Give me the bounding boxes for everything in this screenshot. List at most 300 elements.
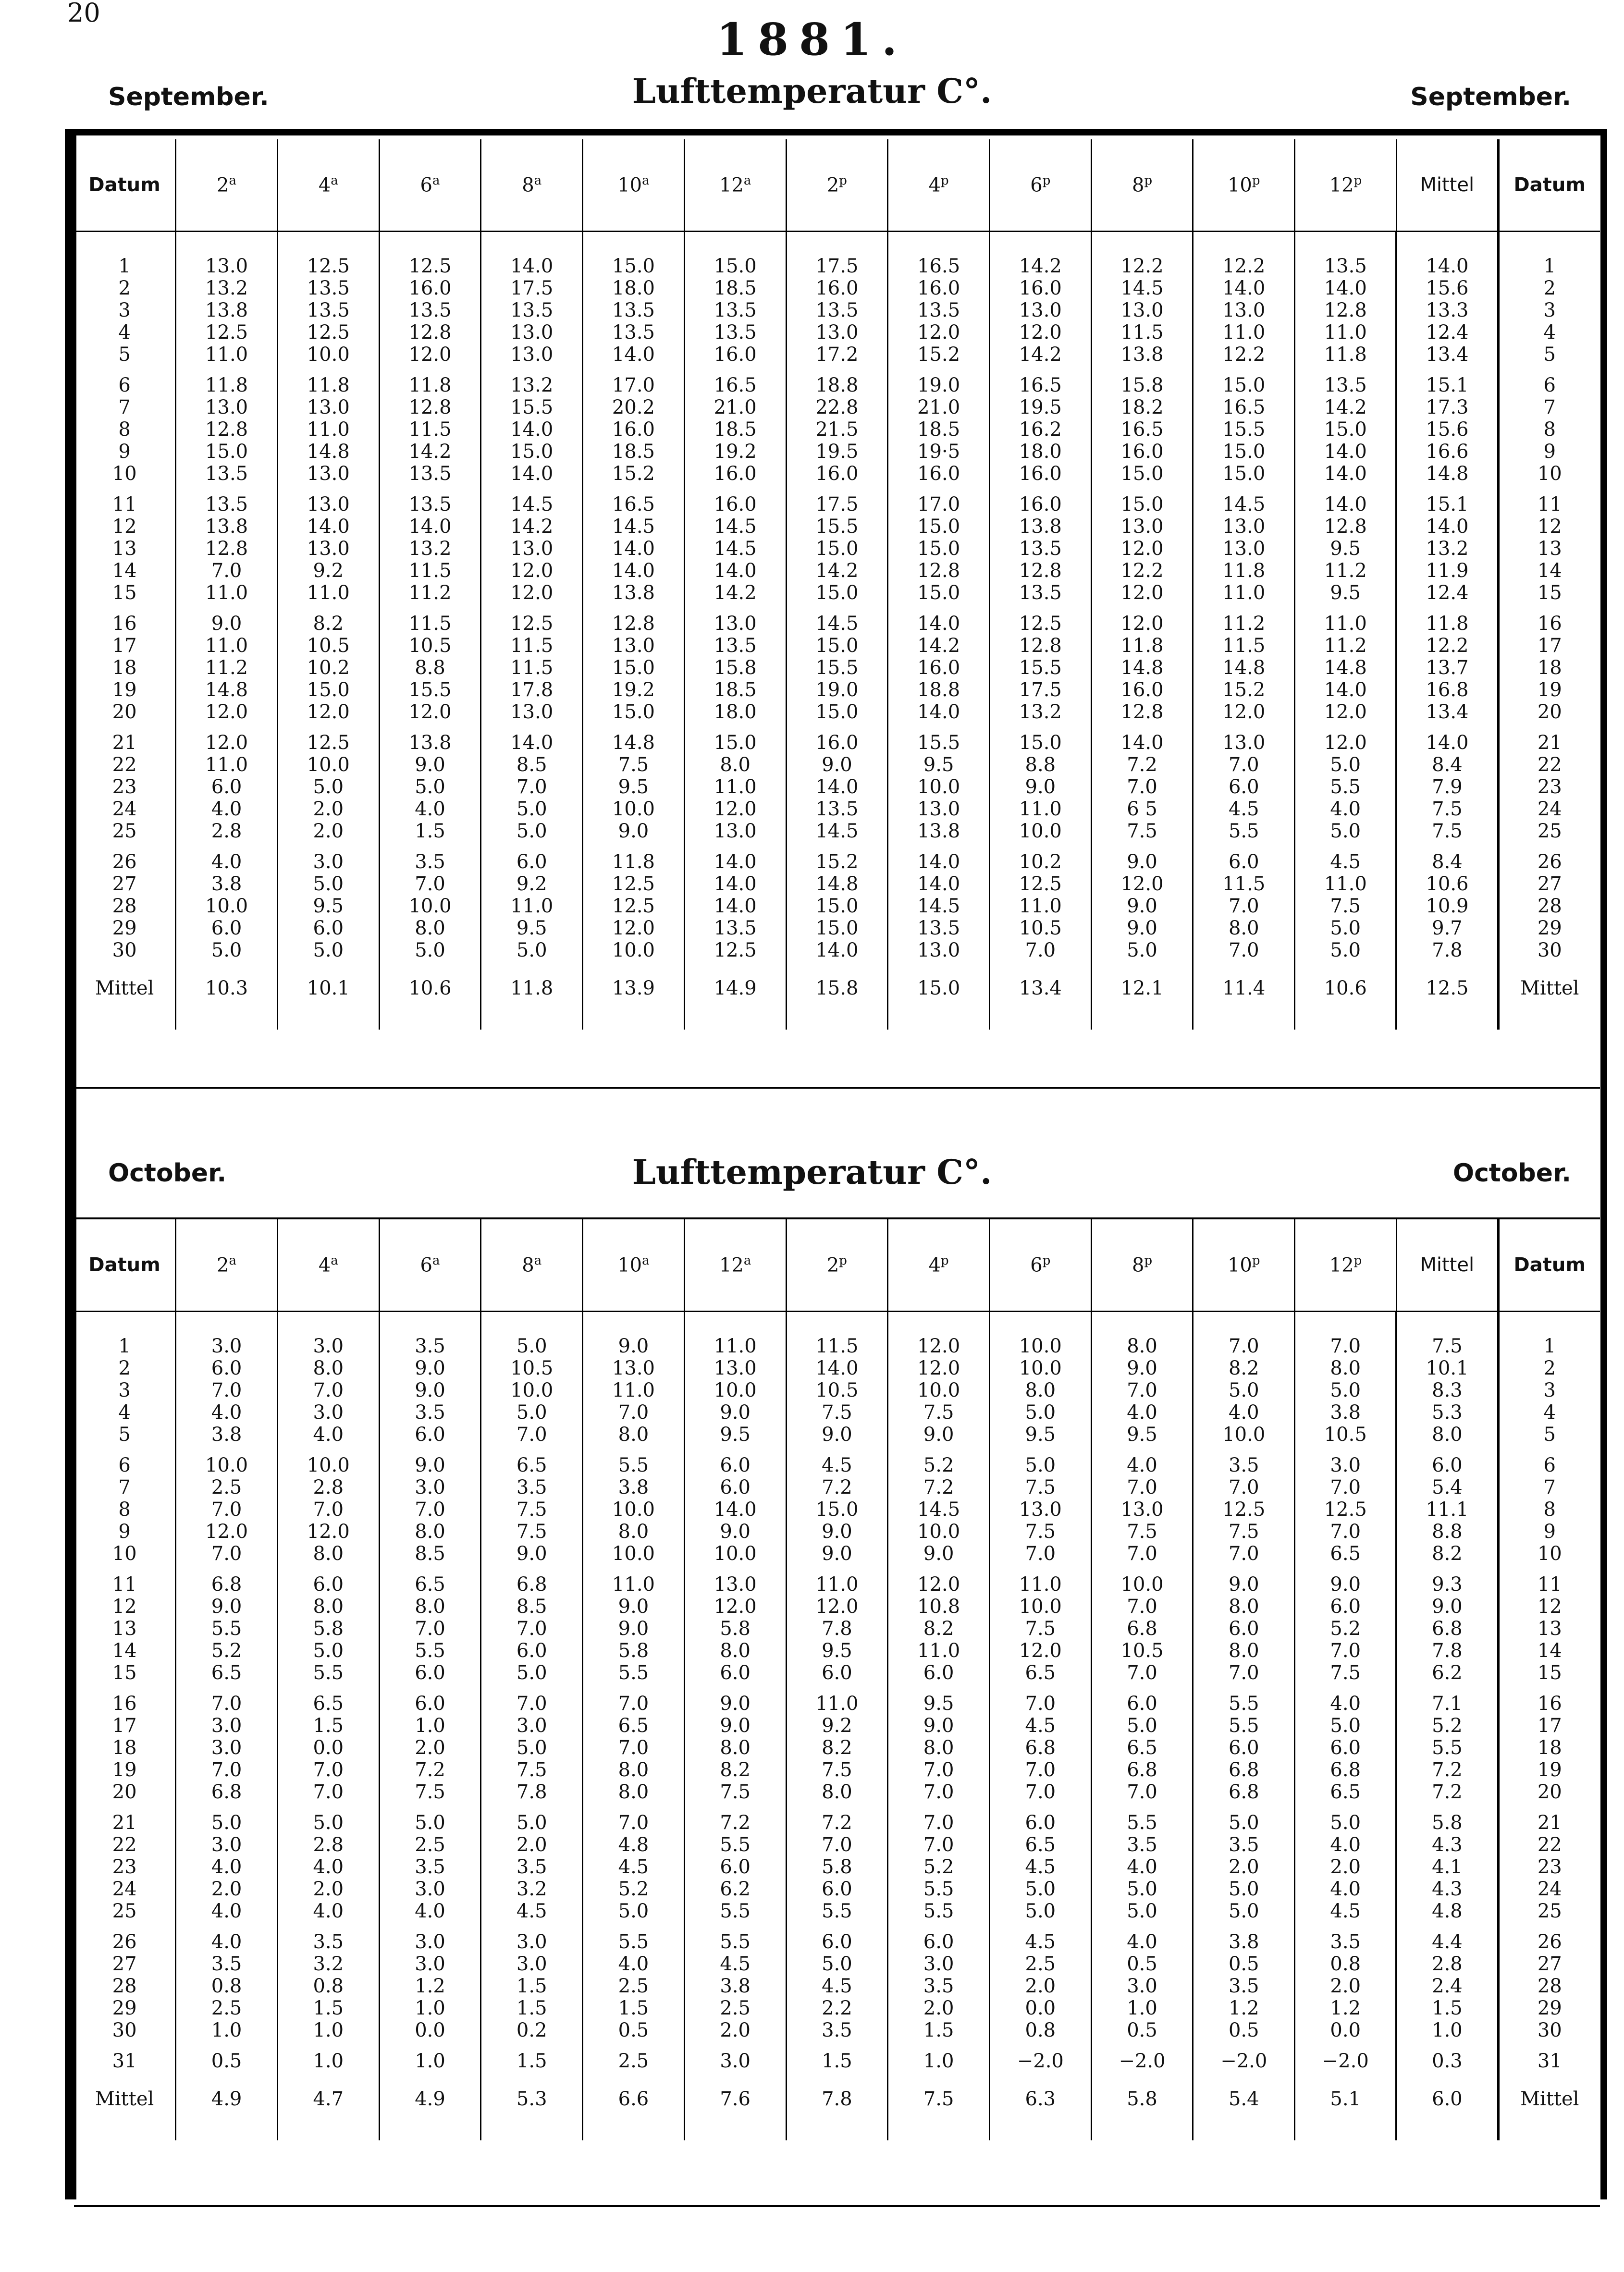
temperature-cell: 1.0: [277, 2019, 379, 2041]
temperature-cell: 3.0: [379, 1476, 481, 1498]
temperature-cell: 10.5: [379, 635, 481, 657]
temperature-cell: 1.0: [1091, 1997, 1193, 2019]
temperature-cell: 14.0: [1396, 255, 1498, 277]
date-cell: 16: [1498, 1693, 1600, 1715]
temperature-cell: 7.2: [1396, 1759, 1498, 1781]
temperature-cell: 7.0: [176, 1379, 278, 1401]
temperature-cell: 17.3: [1396, 396, 1498, 418]
blank-cell: [379, 485, 481, 493]
temperature-cell: 10.0: [481, 1379, 583, 1401]
date-cell: 2: [1498, 277, 1600, 299]
temperature-cell: 13.0: [888, 798, 990, 820]
blank-cell: [786, 2072, 888, 2081]
table-row: [74, 277, 1600, 299]
blank-cell: [379, 842, 481, 851]
temperature-cell: 19.5: [786, 441, 888, 463]
blank-cell: [888, 1446, 990, 1454]
blank-cell: [989, 1922, 1091, 1931]
temperature-cell: 11.5: [481, 635, 583, 657]
temperature-cell: 10.0: [583, 798, 685, 820]
column-header-label: 8: [522, 174, 534, 196]
blank-cell: [989, 232, 1091, 256]
temperature-cell: 5.0: [176, 939, 278, 961]
temperature-cell: 19.0: [888, 374, 990, 396]
temperature-cell: 7.5: [684, 1781, 786, 1803]
temperature-cell: 14.0: [583, 538, 685, 560]
temperature-cell: 10.0: [989, 1357, 1091, 1379]
temperature-cell: 5.2: [1396, 1715, 1498, 1737]
temperature-cell: 14.0: [684, 873, 786, 895]
temperature-cell: 7.9: [1396, 776, 1498, 798]
temperature-cell: 2.5: [583, 1975, 685, 1997]
temperature-cell: 4.5: [989, 1931, 1091, 1953]
table-row: [74, 344, 1600, 366]
table-row: [74, 255, 1600, 277]
temperature-cell: 4.5: [1295, 1900, 1397, 1922]
temperature-cell: 10.0: [583, 939, 685, 961]
temperature-cell: 10.5: [1091, 1640, 1193, 1662]
temperature-cell: 11.0: [1193, 321, 1295, 344]
blank-cell: [277, 1684, 379, 1693]
temperature-cell: 4.5: [1193, 798, 1295, 820]
temperature-cell: 13.0: [1091, 299, 1193, 321]
temperature-cell: 8.0: [1193, 917, 1295, 939]
blank-cell: [1498, 232, 1600, 256]
temperature-cell: 15.0: [1091, 463, 1193, 485]
blank-cell: [1091, 723, 1193, 732]
temperature-cell: 15.0: [888, 582, 990, 604]
temperature-cell: 2.4: [1396, 1975, 1498, 1997]
date-cell: 26: [1498, 851, 1600, 873]
temperature-cell: 15.0: [888, 516, 990, 538]
date-cell: 26: [112, 1931, 137, 1953]
mean-value: 15.8: [786, 970, 888, 1030]
table-row: [74, 321, 1600, 344]
temperature-cell: 13.5: [684, 321, 786, 344]
temperature-cell: 12.5: [583, 873, 685, 895]
date-cell: 19: [1498, 1759, 1600, 1781]
date-cell: 1: [118, 1335, 131, 1357]
blank-cell: [481, 1922, 583, 1931]
date-cell: 20: [112, 1781, 137, 1803]
temperature-cell: 2.5: [176, 1476, 278, 1498]
mean-value: 12.5: [1396, 970, 1498, 1030]
date-cell: 19: [112, 679, 137, 701]
temperature-cell: 1.5: [379, 820, 481, 842]
temperature-cell: 0.0: [379, 2019, 481, 2041]
column-header-suffix: a: [642, 1253, 650, 1268]
temperature-cell: 6.0: [176, 776, 278, 798]
temperature-cell: 13.0: [989, 1498, 1091, 1521]
temperature-cell: 5.0: [989, 1878, 1091, 1900]
temperature-cell: 10.0: [1193, 1424, 1295, 1446]
temperature-cell: 4.0: [1091, 1931, 1193, 1953]
temperature-cell: 13.5: [888, 917, 990, 939]
temperature-cell: 7.0: [888, 1759, 990, 1781]
temperature-cell: 7.5: [379, 1781, 481, 1803]
temperature-cell: 3.0: [176, 1834, 278, 1856]
blank-cell: [176, 604, 278, 613]
temperature-cell: 5.0: [1295, 1715, 1397, 1737]
temperature-cell: 19.2: [583, 679, 685, 701]
temperature-cell: 11.0: [684, 1335, 786, 1357]
blank-cell: [1091, 2041, 1193, 2050]
temperature-cell: 7.0: [379, 1498, 481, 1521]
blank-cell: [684, 2041, 786, 2050]
blank-cell: [481, 485, 583, 493]
date-cell: 7: [1498, 1476, 1600, 1498]
temperature-cell: 16.0: [989, 277, 1091, 299]
temperature-cell: 12.0: [277, 701, 379, 723]
temperature-cell: 6.0: [481, 851, 583, 873]
column-header: [1091, 1219, 1193, 1312]
temperature-cell: 12.0: [1193, 701, 1295, 723]
blank-cell: [583, 485, 685, 493]
temperature-cell: 7.5: [1295, 895, 1397, 917]
date-cell: 21: [112, 732, 137, 754]
temperature-cell: 12.0: [888, 321, 990, 344]
temperature-cell: 14.8: [786, 873, 888, 895]
temperature-cell: 3.5: [1193, 1975, 1295, 1997]
temperature-cell: 21.5: [786, 418, 888, 441]
temperature-cell: 3.0: [379, 1953, 481, 1975]
temperature-cell: 15.0: [1193, 463, 1295, 485]
blank-cell: [583, 232, 685, 256]
temperature-cell: 3.8: [583, 1476, 685, 1498]
blank-cell: [989, 2072, 1091, 2081]
temperature-cell: 10.1: [1396, 1357, 1498, 1379]
mean-value: 6.6: [583, 2081, 685, 2140]
date-cell: 3: [118, 1379, 131, 1401]
blank-cell: [1498, 1312, 1600, 1336]
blank-cell: [888, 1565, 990, 1573]
temperature-cell: 6.5: [1295, 1781, 1397, 1803]
temperature-cell: 6.0: [1193, 1737, 1295, 1759]
blank-cell: [989, 723, 1091, 732]
temperature-cell: 7.8: [1396, 939, 1498, 961]
temperature-cell: 2.0: [277, 1878, 379, 1900]
table-row: [74, 463, 1600, 485]
mean-value: 7.6: [684, 2081, 786, 2140]
temperature-cell: 6.5: [989, 1834, 1091, 1856]
date-cell: 25: [112, 1900, 137, 1922]
temperature-cell: 7.8: [786, 1618, 888, 1640]
temperature-cell: 4.5: [786, 1454, 888, 1476]
blank-cell: [277, 1446, 379, 1454]
blank-cell: [176, 366, 278, 374]
temperature-cell: 3.8: [176, 873, 278, 895]
temperature-cell: 11.0: [1295, 321, 1397, 344]
temperature-cell: 6.0: [176, 1357, 278, 1379]
temperature-cell: 11.5: [1091, 321, 1193, 344]
temperature-cell: 0.5: [1091, 1953, 1193, 1975]
date-cell: 6: [1498, 1454, 1600, 1476]
date-cell: 9: [118, 441, 131, 463]
column-header-label: 8: [1132, 1254, 1144, 1277]
temperature-cell: 6.8: [989, 1737, 1091, 1759]
temperature-cell: 2.0: [379, 1737, 481, 1759]
column-header-suffix: p: [1353, 1253, 1362, 1268]
temperature-cell: 7.0: [277, 1781, 379, 1803]
blank-cell: [583, 842, 685, 851]
blank-cell: [989, 961, 1091, 970]
date-cell: 5: [1498, 344, 1600, 366]
temperature-cell: 13.2: [176, 277, 278, 299]
temperature-cell: 6.0: [684, 1662, 786, 1684]
temperature-cell: 13.5: [786, 798, 888, 820]
temperature-cell: 12.5: [1193, 1498, 1295, 1521]
blank-cell: [277, 232, 379, 256]
date-cell: 20: [1498, 701, 1600, 723]
temperature-cell: 11.8: [1091, 635, 1193, 657]
temperature-cell: 14.0: [481, 418, 583, 441]
temperature-cell: 7.0: [481, 1618, 583, 1640]
temperature-cell: 14.5: [481, 493, 583, 516]
date-cell: 2: [118, 277, 131, 299]
blank-cell: [481, 366, 583, 374]
temperature-cell: 7.2: [379, 1759, 481, 1781]
temperature-cell: 1.0: [277, 2050, 379, 2072]
blank-cell: [74, 842, 176, 851]
temperature-cell: 9.5: [989, 1424, 1091, 1446]
temperature-cell: 14.0: [684, 1498, 786, 1521]
blank-cell: [989, 1312, 1091, 1336]
temperature-cell: 5.0: [583, 1900, 685, 1922]
temperature-cell: 10.0: [684, 1543, 786, 1565]
temperature-cell: 11.1: [1396, 1498, 1498, 1521]
temperature-cell: 16.0: [888, 463, 990, 485]
temperature-cell: 14.0: [1396, 516, 1498, 538]
blank-cell: [277, 604, 379, 613]
blank-cell: [1193, 2072, 1295, 2081]
blank-cell: [176, 842, 278, 851]
blank-cell: [379, 1565, 481, 1573]
blank-cell: [1091, 232, 1193, 256]
temperature-cell: 9.5: [1295, 538, 1397, 560]
column-header: [1498, 139, 1600, 232]
temperature-cell: 8.4: [1396, 851, 1498, 873]
temperature-cell: 7.5: [989, 1618, 1091, 1640]
temperature-cell: 15.0: [1193, 374, 1295, 396]
column-header-suffix: p: [839, 173, 847, 188]
temperature-cell: 4.8: [583, 1834, 685, 1856]
temperature-cell: 17.5: [786, 493, 888, 516]
temperature-cell: 6.0: [1295, 1596, 1397, 1618]
temperature-cell: 5.5: [888, 1878, 990, 1900]
temperature-cell: 7.0: [989, 1543, 1091, 1565]
temperature-cell: 6 5: [1091, 798, 1193, 820]
blank-cell: [989, 485, 1091, 493]
blank-cell: [1498, 1684, 1600, 1693]
blank-cell: [1498, 2041, 1600, 2050]
temperature-cell: 9.2: [277, 560, 379, 582]
temperature-cell: 12.2: [1193, 255, 1295, 277]
temperature-cell: 13.5: [684, 299, 786, 321]
column-header: [989, 139, 1091, 232]
date-cell: 27: [112, 873, 137, 895]
temperature-cell: 4.8: [1396, 1900, 1498, 1922]
temperature-cell: 5.0: [481, 820, 583, 842]
temperature-cell: 17.5: [989, 679, 1091, 701]
column-header: [888, 1219, 990, 1312]
date-cell: 14: [1498, 1640, 1600, 1662]
temperature-cell: 7.0: [481, 1424, 583, 1446]
table-row: [74, 754, 1600, 776]
temperature-cell: 14.5: [1091, 277, 1193, 299]
temperature-cell: 3.0: [1295, 1454, 1397, 1476]
temperature-cell: 6.5: [583, 1715, 685, 1737]
column-header: [989, 1219, 1091, 1312]
date-cell: 16: [112, 1693, 137, 1715]
temperature-cell: −2.0: [989, 2050, 1091, 2072]
blank-cell: [888, 232, 990, 256]
temperature-cell: 6.8: [176, 1781, 278, 1803]
temperature-cell: 5.0: [277, 873, 379, 895]
header-row: [74, 139, 1600, 232]
blank-cell: [1396, 1922, 1498, 1931]
temperature-cell: 8.0: [379, 1521, 481, 1543]
temperature-cell: 0.8: [176, 1975, 278, 1997]
temperature-cell: 7.0: [1295, 1521, 1397, 1543]
blank-cell: [786, 961, 888, 970]
temperature-cell: 3.0: [481, 1715, 583, 1737]
temperature-cell: 16.0: [786, 463, 888, 485]
date-cell: 15: [112, 582, 137, 604]
date-cell: 4: [118, 321, 131, 344]
date-cell: 15: [1498, 1662, 1600, 1684]
column-header-label: 4: [928, 174, 941, 196]
table-row: [74, 1812, 1600, 1834]
temperature-cell: 6.5: [1295, 1543, 1397, 1565]
temperature-cell: 13.0: [888, 939, 990, 961]
temperature-cell: 4.1: [1396, 1856, 1498, 1878]
date-cell: 21: [112, 1812, 137, 1834]
temperature-cell: 4.5: [583, 1856, 685, 1878]
temperature-cell: 2.0: [1295, 1856, 1397, 1878]
date-cell: 13: [112, 538, 137, 560]
date-cell: 28: [1498, 1975, 1600, 1997]
temperature-cell: 4.0: [1091, 1454, 1193, 1476]
temperature-cell: 4.5: [1295, 851, 1397, 873]
temperature-cell: 9.0: [989, 776, 1091, 798]
temperature-cell: 12.0: [786, 1596, 888, 1618]
blank-cell: [481, 604, 583, 613]
blank-cell: [1295, 366, 1397, 374]
temperature-cell: 15.5: [1193, 418, 1295, 441]
mean-value: 13.9: [583, 970, 685, 1030]
temperature-cell: 5.0: [1295, 1379, 1397, 1401]
temperature-cell: 6.0: [888, 1662, 990, 1684]
temperature-cell: 6.0: [786, 1662, 888, 1684]
column-header-label: 10: [1227, 1254, 1252, 1277]
blank-cell: [583, 1684, 685, 1693]
temperature-cell: 14.0: [786, 776, 888, 798]
temperature-cell: 15.0: [888, 538, 990, 560]
column-header-label: 6: [420, 174, 432, 196]
blank-cell: [379, 1922, 481, 1931]
temperature-cell: 8.2: [1193, 1357, 1295, 1379]
temperature-cell: 3.5: [481, 1856, 583, 1878]
temperature-cell: 6.8: [1396, 1618, 1498, 1640]
temperature-cell: 7.5: [989, 1476, 1091, 1498]
temperature-cell: 7.0: [277, 1759, 379, 1781]
temperature-cell: 15.8: [684, 657, 786, 679]
temperature-cell: 13.5: [684, 635, 786, 657]
temperature-cell: 2.5: [583, 2050, 685, 2072]
blank-cell: [1295, 723, 1397, 732]
date-cell: 10: [112, 1543, 137, 1565]
blank-cell: [1091, 1312, 1193, 1336]
date-cell: 28: [1498, 895, 1600, 917]
blank-cell: [74, 1922, 176, 1931]
temperature-cell: 13.0: [684, 820, 786, 842]
blank-cell: [989, 1565, 1091, 1573]
temperature-cell: 13.5: [277, 277, 379, 299]
date-cell: 12: [1498, 1596, 1600, 1618]
date-cell: 22: [1498, 1834, 1600, 1856]
temperature-cell: 7.0: [176, 1543, 278, 1565]
temperature-cell: 0.3: [1396, 2050, 1498, 2072]
blank-cell: [684, 723, 786, 732]
blank-cell: [888, 2041, 990, 2050]
temperature-cell: 12.5: [277, 732, 379, 754]
temperature-cell: 9.0: [1396, 1596, 1498, 1618]
temperature-cell: 7.0: [176, 1498, 278, 1521]
temperature-cell: 13.8: [888, 820, 990, 842]
temperature-cell: 15.2: [1193, 679, 1295, 701]
temperature-cell: 11.8: [1295, 344, 1397, 366]
temperature-cell: 4.5: [989, 1715, 1091, 1737]
temperature-cell: 7.0: [176, 1693, 278, 1715]
column-header-suffix: p: [1042, 1253, 1051, 1268]
temperature-cell: 10.0: [684, 1379, 786, 1401]
temperature-cell: 12.8: [1295, 516, 1397, 538]
temperature-cell: 11.0: [481, 895, 583, 917]
date-cell: 10: [1498, 1543, 1600, 1565]
blank-cell: [277, 1803, 379, 1812]
temperature-cell: 7.0: [1091, 776, 1193, 798]
temperature-cell: 7.2: [684, 1812, 786, 1834]
blank-cell: [74, 366, 176, 374]
temperature-cell: 7.2: [888, 1476, 990, 1498]
temperature-cell: 5.4: [1396, 1476, 1498, 1498]
blank-cell: [1396, 961, 1498, 970]
temperature-cell: 13.0: [1193, 538, 1295, 560]
date-cell: 28: [112, 1975, 137, 1997]
temperature-cell: 2.5: [379, 1834, 481, 1856]
temperature-cell: 9.0: [684, 1693, 786, 1715]
blank-cell: [1396, 2072, 1498, 2081]
temperature-cell: 1.5: [277, 1715, 379, 1737]
table-bottom-rule: [74, 2205, 1600, 2207]
temperature-cell: 16.2: [989, 418, 1091, 441]
column-header: [1295, 1219, 1397, 1312]
table-row: [74, 396, 1600, 418]
date-cell: 12: [112, 516, 137, 538]
temperature-cell: 7.0: [583, 1812, 685, 1834]
table-row: [74, 493, 1600, 516]
blank-cell: [277, 1922, 379, 1931]
temperature-cell: 8.0: [583, 1521, 685, 1543]
temperature-cell: 0.5: [176, 2050, 278, 2072]
temperature-cell: 7.0: [1193, 1476, 1295, 1498]
column-header-label: 12: [1329, 174, 1354, 196]
blank-cell: [379, 2041, 481, 2050]
temperature-cell: 15.0: [989, 732, 1091, 754]
date-cell: 29: [1498, 1997, 1600, 2019]
temperature-cell: 14.0: [1295, 493, 1397, 516]
temperature-cell: 5.5: [888, 1900, 990, 1922]
